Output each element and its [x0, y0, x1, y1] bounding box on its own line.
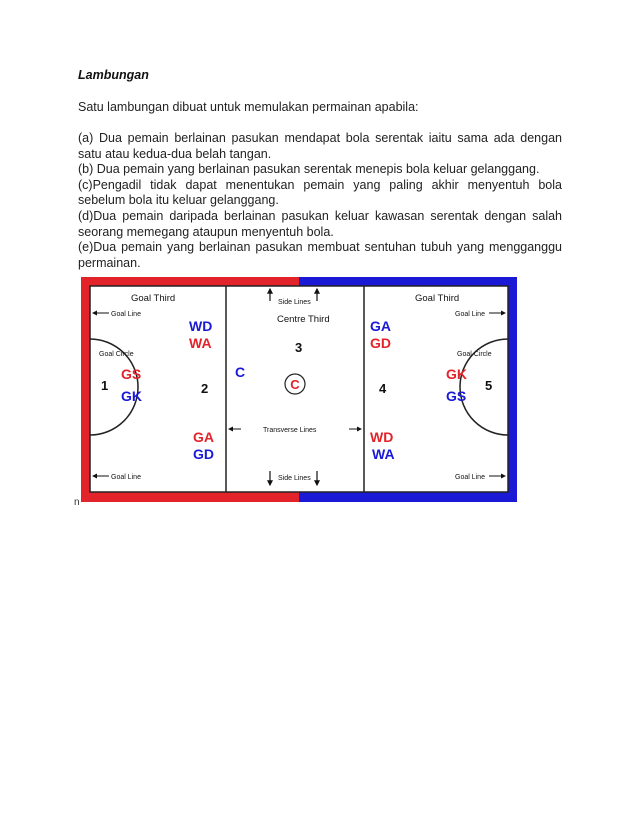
goal-line-label-br: Goal Line — [455, 474, 485, 481]
zone-number-5: 5 — [485, 378, 493, 393]
condition-c: (c)Pengadil tidak dapat menentukan pemain yang paling akhir menyentuh bola sebelum bola itu keluar gelanggang. — [78, 177, 562, 208]
position-c-centre: C — [290, 377, 300, 392]
goal-line-label-tr: Goal Line — [455, 311, 485, 318]
position-wa-left: WA — [189, 335, 212, 351]
goal-third-label-left: Goal Third — [131, 293, 176, 304]
position-c-blue: C — [235, 364, 246, 380]
goal-line-label-bl: Goal Line — [111, 474, 141, 481]
goal-circle-label-left: Goal Circle — [99, 351, 134, 358]
goal-third-label-right: Goal Third — [415, 293, 460, 304]
position-wd-right: WD — [370, 429, 394, 445]
position-ga-left: GA — [193, 429, 214, 445]
goal-line-label-tl: Goal Line — [111, 311, 141, 318]
condition-e: (e)Dua pemain yang berlainan pasukan membuat sentuhan tubuh yang mengganggu permainan. — [78, 240, 562, 270]
position-gk-left: GK — [121, 388, 142, 404]
netball-court-diagram — [81, 277, 517, 502]
position-ga-right: GA — [370, 318, 391, 334]
goal-circle-label-right: Goal Circle — [457, 351, 492, 358]
position-gs-right: GS — [446, 388, 467, 404]
centre-third-label: Centre Third — [277, 314, 330, 325]
position-gk-right: GK — [446, 366, 467, 382]
zone-number-2: 2 — [201, 381, 209, 396]
condition-a: (a) Dua pemain berlainan pasukan mendapat bola serentak iaitu sama ada dengan satu atau kedua-dua belah tangan. — [78, 131, 562, 161]
position-wd-left: WD — [189, 318, 213, 334]
condition-d: (d)Dua pemain daripada berlainan pasukan keluar kawasan serentak dengan salah seorang memegang ataupun menyentuh bola. — [78, 208, 562, 239]
position-wa-right: WA — [372, 446, 395, 462]
transverse-lines-label: Transverse Lines — [263, 427, 317, 434]
stray-character: n — [74, 497, 80, 508]
condition-b: (b) Dua pemain yang berlainan pasukan serentak menepis bola keluar gelanggang. — [78, 162, 540, 177]
position-gd-left: GD — [193, 446, 214, 462]
side-lines-label-top: Side Lines — [278, 299, 311, 306]
conditions-list — [78, 131, 562, 271]
side-lines-label-bottom: Side Lines — [278, 475, 311, 482]
position-gs-left: GS — [121, 366, 142, 382]
zone-number-3: 3 — [295, 340, 303, 355]
position-gd-right: GD — [370, 335, 391, 351]
intro-text: Satu lambungan dibuat untuk memulakan permainan apabila: — [78, 100, 419, 114]
court-svg — [81, 277, 517, 502]
section-heading: Lambungan — [78, 68, 149, 82]
zone-number-4: 4 — [379, 381, 387, 396]
zone-number-1: 1 — [101, 378, 109, 393]
